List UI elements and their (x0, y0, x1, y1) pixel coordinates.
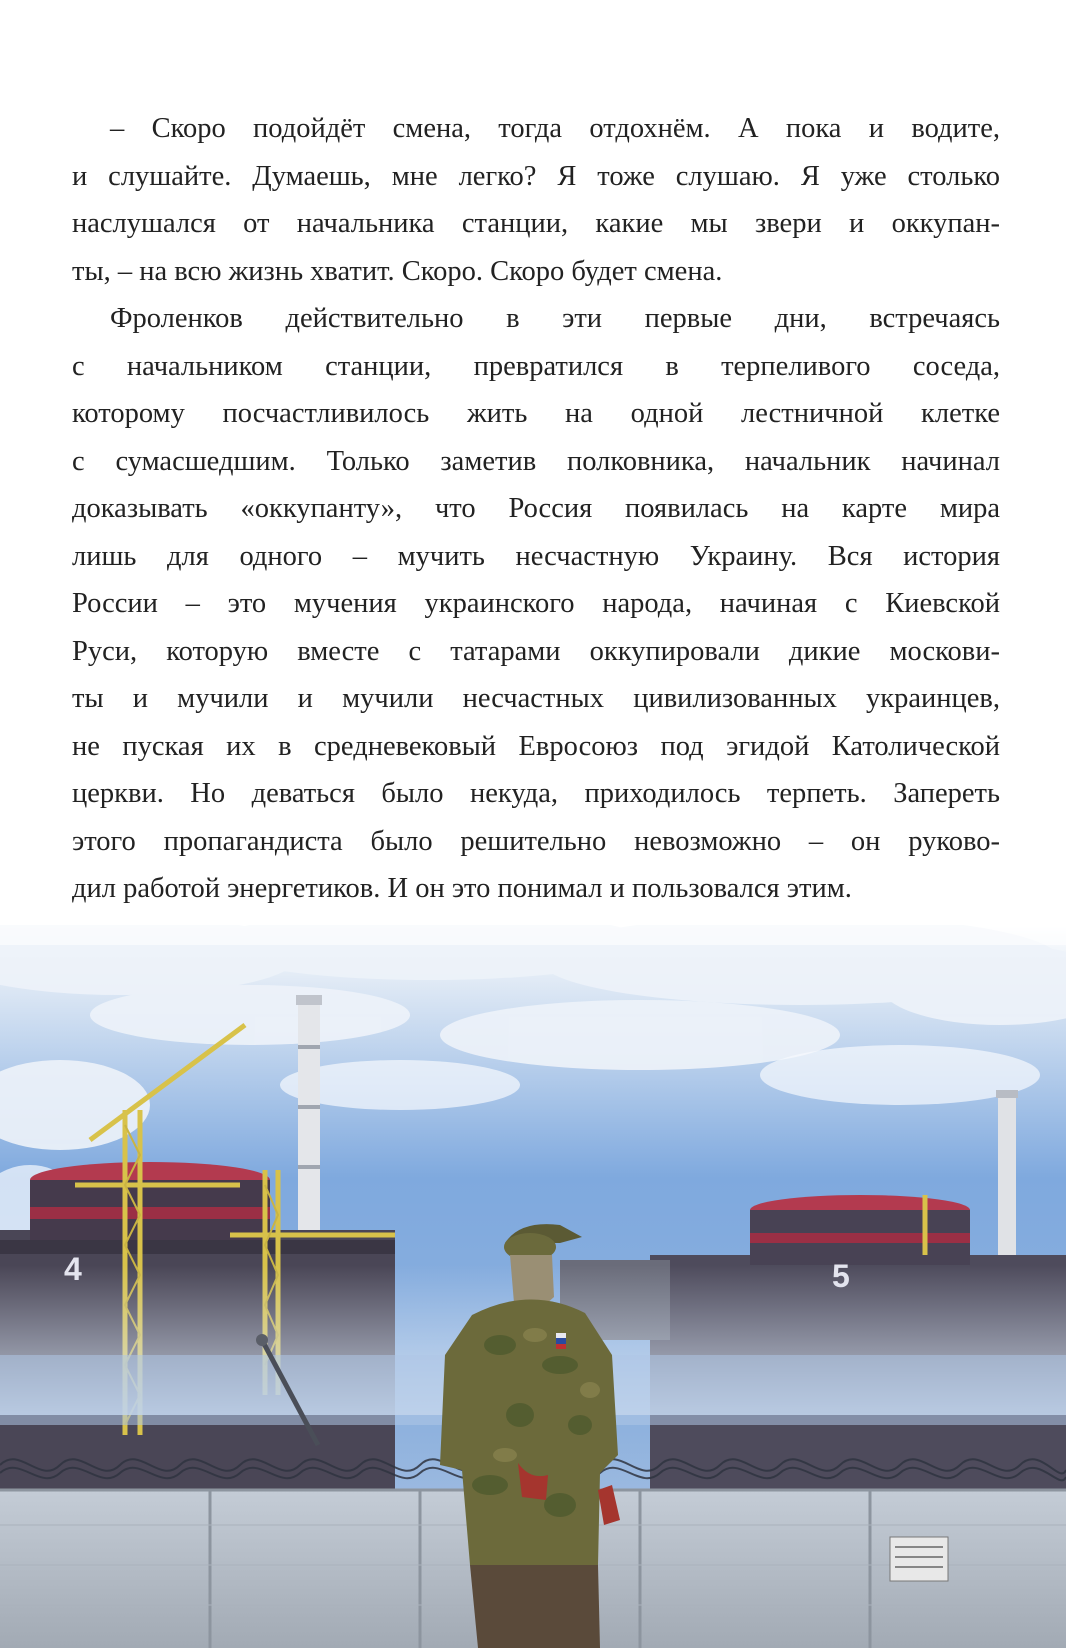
text-line: церкви. Но деваться было некуда, приходилось терпеть. Запереть (72, 778, 1000, 809)
body-text (72, 105, 1000, 913)
text-line: Фроленков действительно в эти первые дни, встречаясь (110, 303, 1000, 334)
text-line: с начальником станции, превратился в терпеливого соседа, (72, 350, 1000, 382)
text-line: лишь для одного – мучить несчастную Украину. Вся история (72, 540, 1000, 572)
text-line: наслушался от начальника станции, какие мы звери и оккупан- (72, 208, 1000, 239)
text-line: России – это мучения украинского народа, начиная с Киевской (72, 588, 1000, 619)
text-line: ты и мучили и мучили несчастных цивилизованных украинцев, (72, 683, 1000, 714)
text-line: и слушайте. Думаешь, мне легко? Я тоже слушаю. Я уже столько (72, 160, 1000, 192)
text-line: Руси, которую вместе с татарами оккупировали дикие москови- (72, 635, 1000, 667)
text-line: не пуская их в средневековый Евросоюз под эгидой Католической (72, 730, 1000, 762)
text-line: дил работой энергетиков. И он это понимал и пользовался этим. (72, 873, 852, 904)
text-line: – Скоро подойдёт смена, тогда отдохнём. А пока и водите, (110, 113, 1000, 144)
power-plant-photo (0, 925, 1066, 1648)
text-line: доказывать «оккупанту», что Россия появилась на карте мира (72, 493, 1000, 524)
text-line: этого пропагандиста было решительно невозможно – он руково- (72, 825, 1000, 857)
text-line: с сумасшедшим. Только заметив полковника, начальник начинал (72, 445, 1000, 477)
text-line: ты, – на всю жизнь хватит. Скоро. Скоро будет смена. (72, 255, 723, 287)
text-line: которому посчастливилось жить на одной лестничной клетке (72, 398, 1000, 429)
